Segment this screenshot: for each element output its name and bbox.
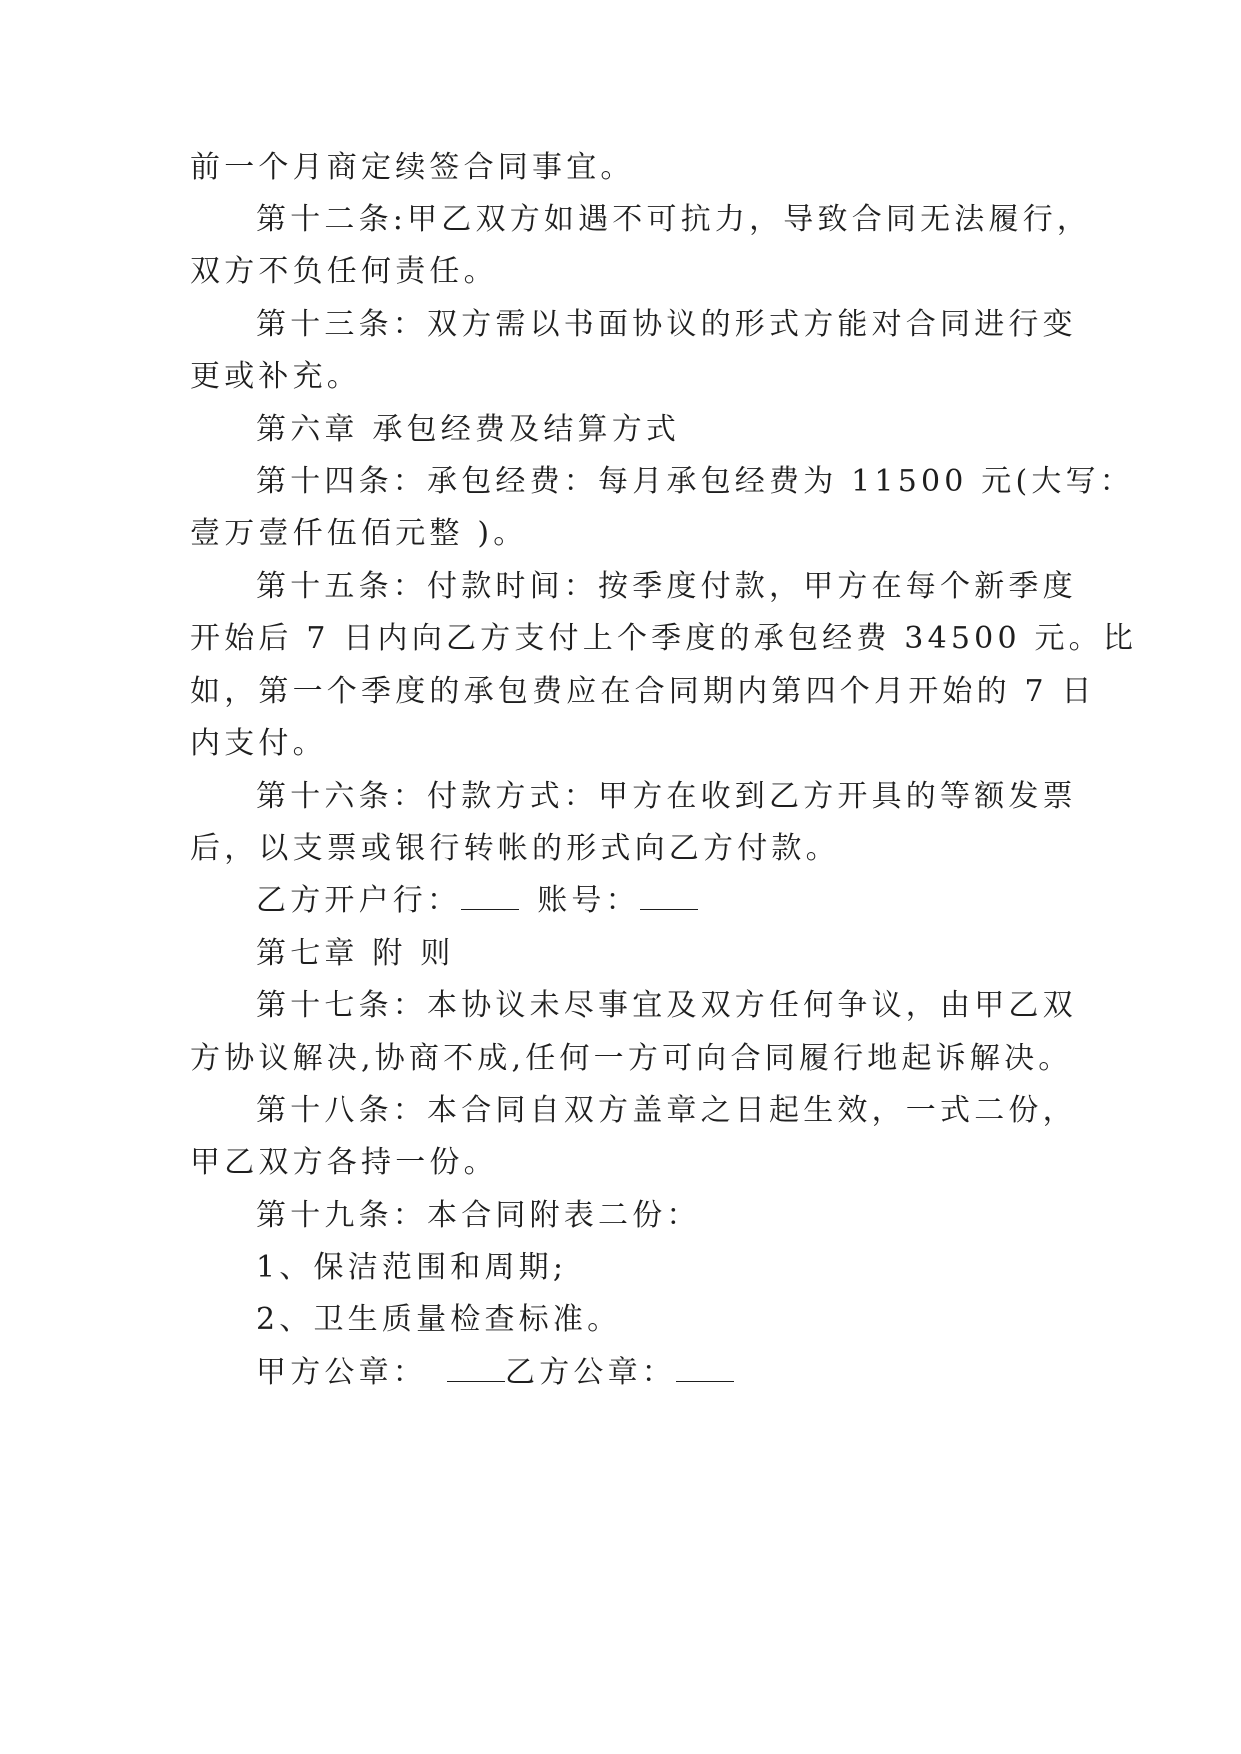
text-line: 双方不负任何责任。 (190, 254, 498, 289)
chapter-7-heading: 第七章 附 则 (256, 936, 455, 971)
appendix-item-1: 1、保洁范围和周期; (256, 1250, 568, 1285)
seal-line (256, 1353, 734, 1393)
clause-17: 第十七条：本协议未尽事宜及双方任何争议，由甲乙双 (256, 988, 1077, 1023)
text-line: 方协议解决,协商不成,任何一方可向合同履行地起诉解决。 (190, 1041, 1073, 1076)
account-blank (640, 885, 698, 910)
clause-13: 第十三条：双方需以书面协议的形式方能对合同进行变 (256, 307, 1077, 342)
text-line: 开始后 7 日内向乙方支付上个季度的承包经费 34500 元。比 (190, 621, 1138, 656)
clause-14: 第十四条：承包经费：每月承包经费为 11500 元(大写： (256, 464, 1135, 499)
clause-15: 第十五条：付款时间：按季度付款，甲方在每个新季度 (256, 569, 1077, 604)
party-b-seal-blank (676, 1357, 734, 1382)
text-line: 前一个月商定续签合同事宜。 (190, 150, 635, 185)
text-line: 壹万壹仟伍佰元整 )。 (190, 516, 528, 551)
text-line: 如，第一个季度的承包费应在合同期内第四个月开始的 7 日 (190, 674, 1096, 709)
text-line: 后，以支票或银行转帐的形式向乙方付款。 (190, 831, 840, 866)
text-line: 更或补充。 (190, 359, 361, 394)
clause-19: 第十九条：本合同附表二份： (256, 1198, 701, 1233)
party-b-seal-label: 乙方公章： (505, 1355, 676, 1390)
bank-blank (461, 885, 519, 910)
chapter-6-heading: 第六章 承包经费及结算方式 (256, 412, 681, 447)
bank-label: 乙方开户行： (256, 883, 462, 918)
appendix-item-2: 2、卫生质量检查标准。 (256, 1302, 622, 1337)
clause-16: 第十六条：付款方式：甲方在收到乙方开具的等额发票 (256, 779, 1077, 814)
text-line: 内支付。 (190, 726, 327, 761)
bank-account-line (256, 881, 698, 921)
party-a-seal-blank (447, 1357, 505, 1382)
clause-18: 第十八条：本合同自双方盖章之日起生效，一式二份， (256, 1093, 1077, 1128)
account-label: 账号： (537, 883, 640, 918)
party-a-seal-label: 甲方公章： (256, 1355, 427, 1390)
clause-12: 第十二条:甲乙双方如遇不可抗力，导致合同无法履行， (256, 202, 1092, 237)
text-line: 甲乙双方各持一份。 (190, 1145, 498, 1180)
